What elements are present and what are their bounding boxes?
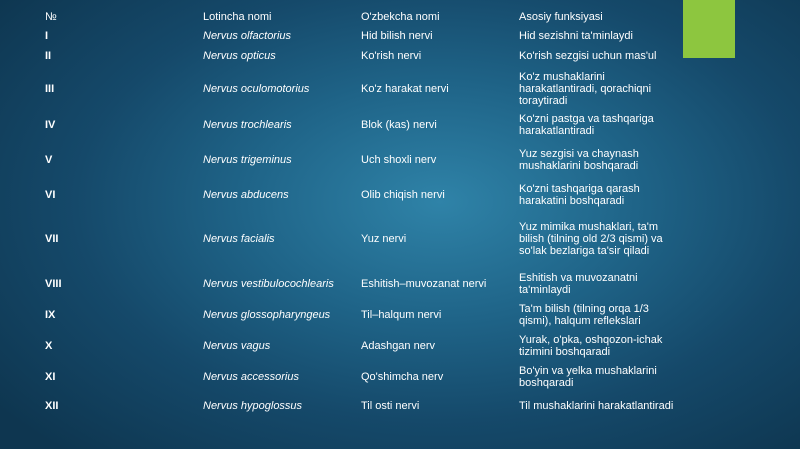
table-row <box>0 270 800 298</box>
cell-uzbek-name: Eshitish–muvozanat nervi <box>361 278 487 290</box>
cell-latin-name: Nervus vagus <box>203 340 271 352</box>
cell-function: Ko'z mushaklarini harakatlantiradi, qorachiqni toraytiradi <box>519 71 652 107</box>
cell-uzbek-name: Hid bilish nervi <box>361 30 433 42</box>
table-row <box>0 363 800 391</box>
cell-latin-name: Nervus glossopharyngeus <box>203 309 331 321</box>
cell-function: Yuz mimika mushaklari, ta'm bilish (tilning old 2/3 qismi) va so'lak bezlariga ta'sir qiladi <box>519 221 663 257</box>
cell-function: Ko'rish sezgisi uchun mas'ul <box>519 50 657 62</box>
table-row <box>0 28 800 44</box>
cell-latin-name: Nervus facialis <box>203 233 275 245</box>
cell-function: Eshitish va muvozanatni ta'minlaydi <box>519 272 638 296</box>
cell-number: XI <box>45 371 56 383</box>
cell-function: Yuz sezgisi va chaynash mushaklarini boshqaradi <box>519 148 639 172</box>
cell-latin-name: Nervus opticus <box>203 50 276 62</box>
cell-number: II <box>45 50 52 62</box>
cell-latin-name: Nervus hypoglossus <box>203 400 303 412</box>
cell-latin-name: Nervus trochlearis <box>203 119 292 131</box>
table-row <box>0 219 800 259</box>
cell-number: I <box>45 30 49 42</box>
cell-uzbek-name: Yuz nervi <box>361 233 407 245</box>
cell-latin-name: Nervus trigeminus <box>203 154 292 166</box>
cell-number: IX <box>45 309 56 321</box>
cell-number: VI <box>45 189 56 201</box>
cell-latin-name: Nervus accessorius <box>203 371 299 383</box>
table-row <box>0 181 800 209</box>
table-row <box>0 69 800 109</box>
cell-number: III <box>45 83 55 95</box>
table-row <box>0 48 800 64</box>
cell-uzbek-name: Adashgan nerv <box>361 340 435 352</box>
cell-number: VIII <box>45 278 62 290</box>
header-number: № <box>45 11 57 23</box>
header-function: Asosiy funksiyasi <box>519 11 603 23</box>
cell-uzbek-name: Til osti nervi <box>361 400 420 412</box>
cell-number: XII <box>45 400 59 412</box>
cell-uzbek-name: Ko'z harakat nervi <box>361 83 449 95</box>
table-row <box>0 301 800 329</box>
header-uzbek-name: O'zbekcha nomi <box>361 11 440 23</box>
table-header <box>0 8 800 26</box>
table-row <box>0 392 800 420</box>
table-row <box>0 332 800 360</box>
cell-function: Til mushaklarini harakatlantiradi <box>519 400 674 412</box>
cell-function: Yurak, o'pka, oshqozon-ichak tizimini boshqaradi <box>519 334 663 358</box>
cell-function: Hid sezishni ta'minlaydi <box>519 30 633 42</box>
cell-latin-name: Nervus olfactorius <box>203 30 292 42</box>
cell-number: VII <box>45 233 59 245</box>
cell-function: Ta'm bilish (tilning orqa 1/3 qismi), halqum reflekslari <box>519 303 649 327</box>
cell-function: Ko'zni tashqariga qarash harakatini boshqaradi <box>519 183 640 207</box>
cell-uzbek-name: Blok (kas) nervi <box>361 119 437 131</box>
cell-number: V <box>45 154 53 166</box>
table-row <box>0 146 800 174</box>
cell-latin-name: Nervus vestibulocochlearis <box>203 278 334 290</box>
cell-latin-name: Nervus abducens <box>203 189 289 201</box>
cell-latin-name: Nervus oculomotorius <box>203 83 310 95</box>
cell-uzbek-name: Qo'shimcha nerv <box>361 371 444 383</box>
cell-number: IV <box>45 119 56 131</box>
cell-number: X <box>45 340 53 352</box>
header-latin-name: Lotincha nomi <box>203 11 272 23</box>
cell-function: Bo'yin va yelka mushaklarini boshqaradi <box>519 365 657 389</box>
table-row <box>0 111 800 139</box>
cell-uzbek-name: Uch shoxli nerv <box>361 154 437 166</box>
cell-uzbek-name: Olib chiqish nervi <box>361 189 445 201</box>
cell-uzbek-name: Ko'rish nervi <box>361 50 422 62</box>
cell-uzbek-name: Til–halqum nervi <box>361 309 442 321</box>
cell-function: Ko'zni pastga va tashqariga harakatlantiradi <box>519 113 654 137</box>
